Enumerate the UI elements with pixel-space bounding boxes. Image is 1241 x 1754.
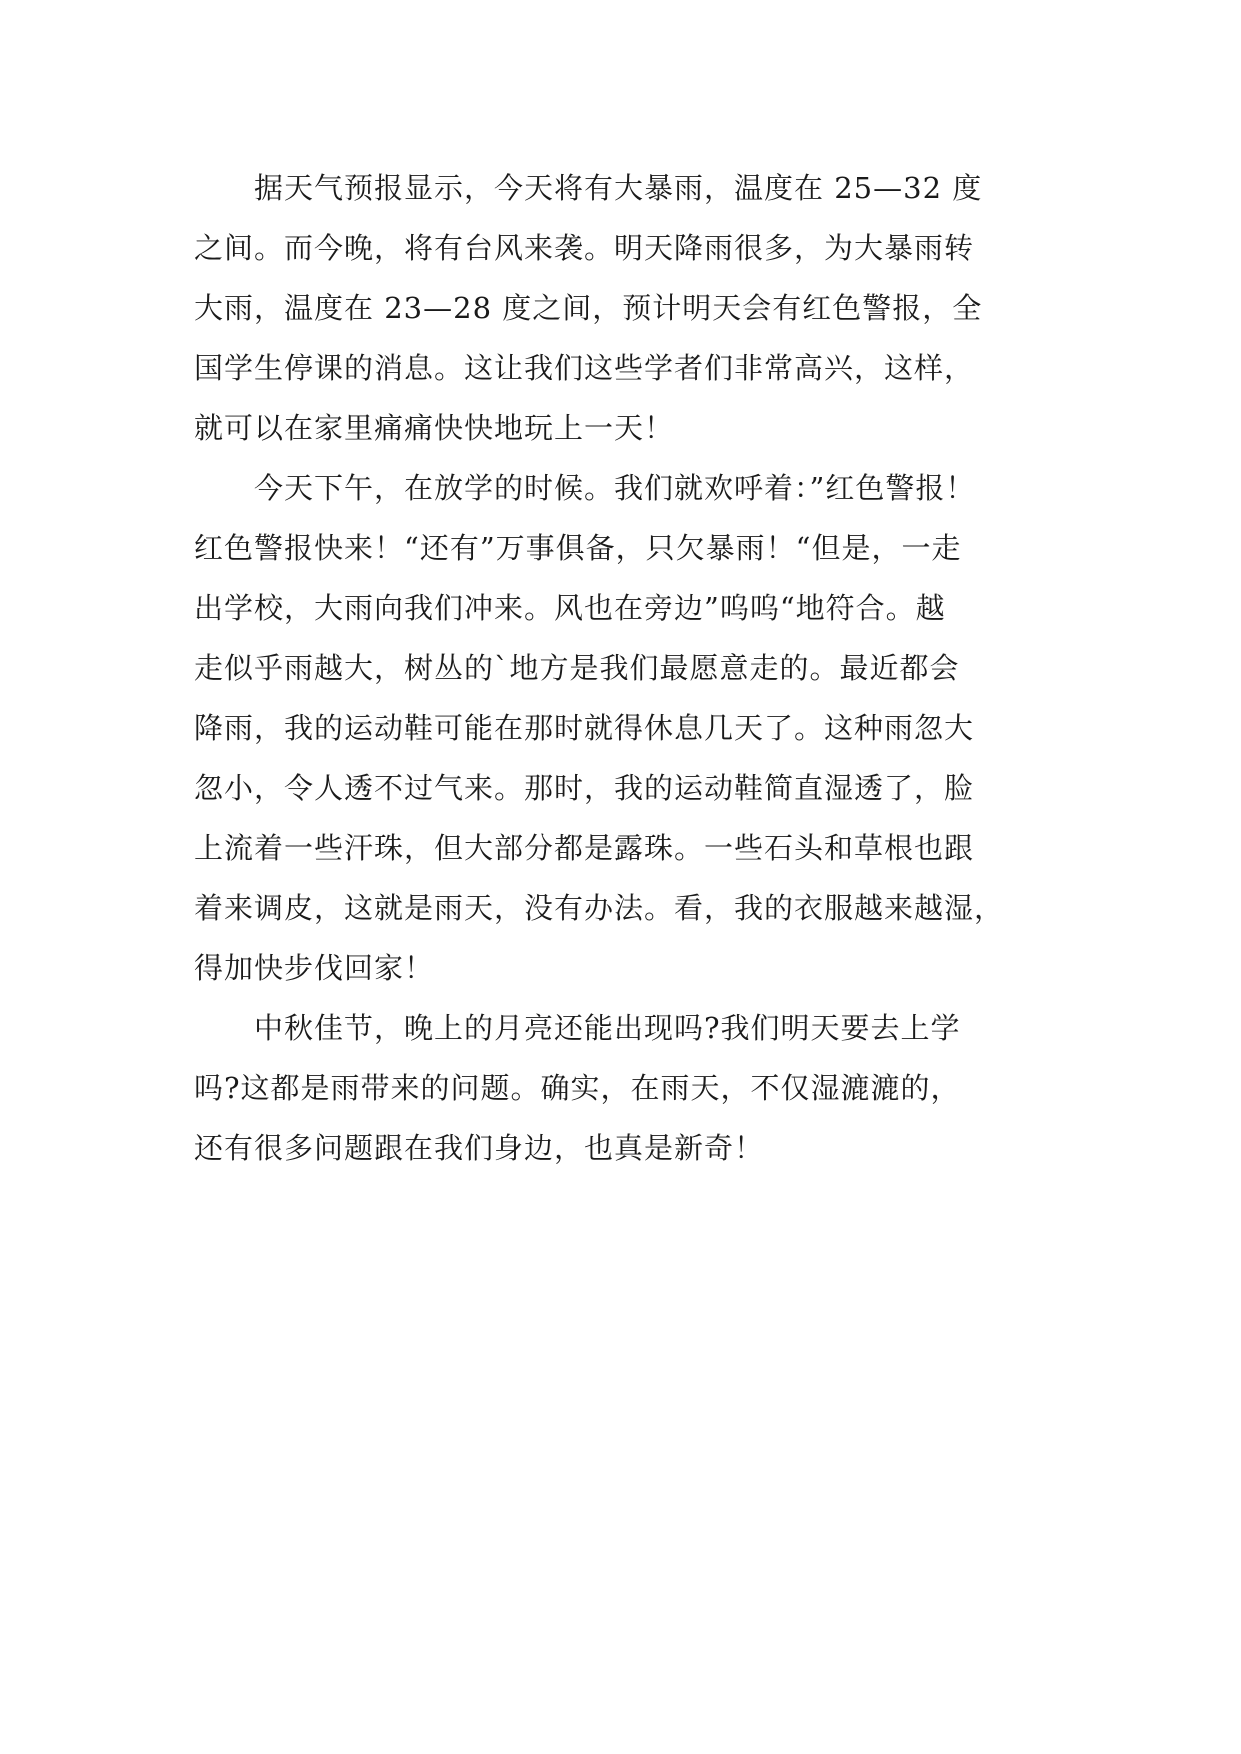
text-line: 中秋佳节，晚上的月亮还能出现吗?我们明天要去上学: [194, 1011, 961, 1045]
text-line: 之间。而今晚，将有台风来袭。明天降雨很多，为大暴雨转: [194, 231, 975, 265]
text-line: 降雨，我的运动鞋可能在那时就得休息几天了。这种雨忽大: [194, 711, 975, 745]
text-line: 今天下午，在放学的时候。我们就欢呼着：”红色警报！: [194, 471, 976, 505]
text-line: 大雨，温度在 23—28 度之间，预计明天会有红色警报，全: [194, 291, 983, 325]
text-line: 据天气预报显示，今天将有大暴雨，温度在 25—32 度: [194, 171, 983, 205]
paragraph-3: [194, 998, 1054, 1178]
text-line: 上流着一些汗珠，但大部分都是露珠。一些石头和草根也跟: [194, 831, 975, 865]
text-line: 走似乎雨越大，树丛的`地方是我们最愿意走的。最近都会: [194, 651, 960, 685]
text-line: 着来调皮，这就是雨天，没有办法。看，我的衣服越来越湿，: [194, 891, 1005, 925]
text-line: 就可以在家里痛痛快快地玩上一天！: [194, 411, 675, 445]
text-line: 国学生停课的消息。这让我们这些学者们非常高兴，这样，: [194, 351, 975, 385]
text-line: 得加快步伐回家！: [194, 951, 435, 985]
text-line: 红色警报快来！“还有”万事俱备，只欠暴雨！“但是，一走: [194, 531, 962, 565]
text-line: 还有很多问题跟在我们身边，也真是新奇！: [194, 1131, 765, 1165]
text-line: 忽小，令人透不过气来。那时，我的运动鞋简直湿透了，脸: [194, 771, 975, 805]
paragraph-2: [194, 458, 1054, 998]
text-line: 吗?这都是雨带来的问题。确实，在雨天，不仅湿漉漉的，: [194, 1071, 961, 1105]
document-body: [194, 158, 1054, 1178]
paragraph-1: [194, 158, 1054, 458]
text-line: 出学校，大雨向我们冲来。风也在旁边”呜呜“地符合。越: [194, 591, 946, 625]
